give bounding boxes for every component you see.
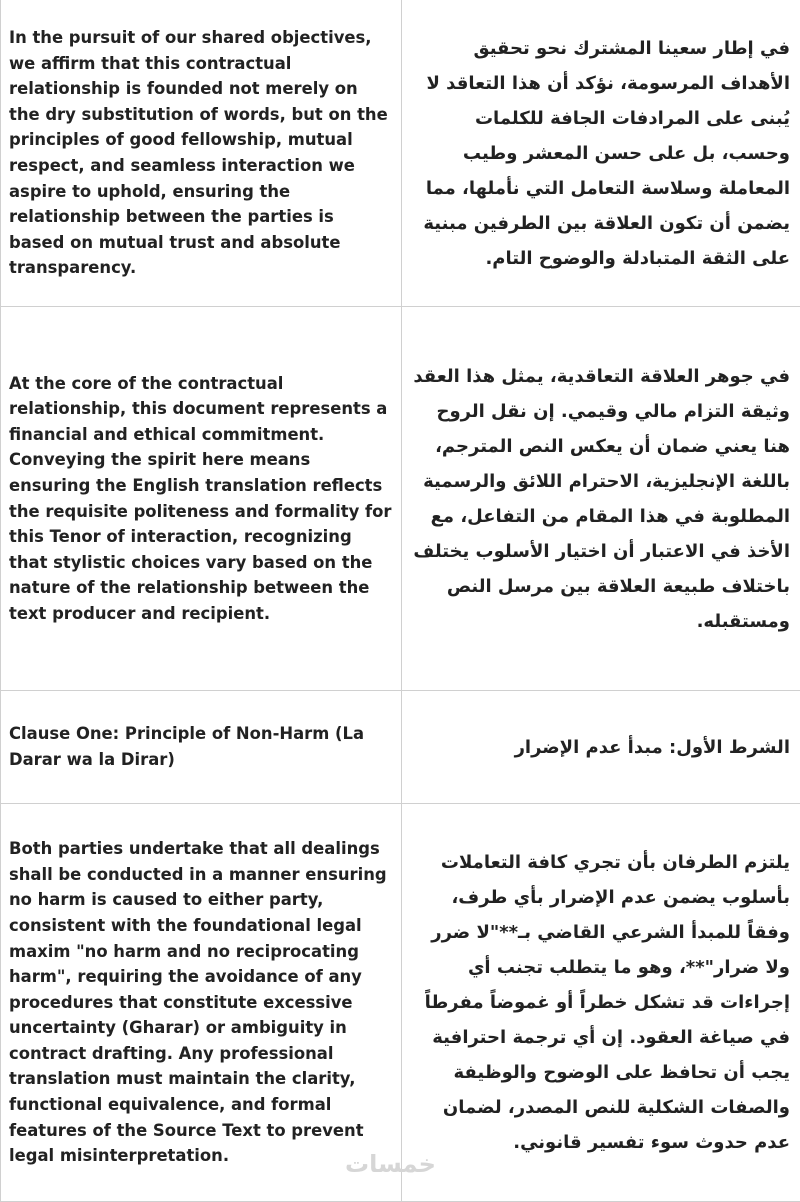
table-row — [1, 307, 800, 691]
arabic-cell: يلتزم الطرفان بأن تجري كافة التعاملات بأسلوب يضمن عدم الإضرار بأي طرف، وفقاً للمبدأ الشرعي القاضي بـ**"لا ضرر ولا ضرار"**، وهو ما يتطلب تجنب أي إجراءات قد تشكل خطراً أو غموضاً مفرطاً في صياغة العقود. إن أي ترجمة احترافية يجب أن تحافظ على الوضوح والوظيفة والصفات الشكلية للنص المصدر، لضمان عدم حدوث سوء تفسير قانوني. — [402, 804, 800, 1202]
arabic-cell: في إطار سعينا المشترك نحو تحقيق الأهداف المرسومة، نؤكد أن هذا التعاقد لا يُبنى على المرادفات الجافة للكلمات وحسب، بل على حسن المعشر وطيب المعاملة وسلاسة التعامل التي نأملها، مما يضمن أن تكون العلاقة بين الطرفين مبنية على الثقة المتبادلة والوضوح التام. — [402, 0, 800, 307]
english-cell: Both parties undertake that all dealings shall be conducted in a manner ensuring no harm is caused to either party, consistent with the foundational legal maxim "no harm and no reciprocating harm", requiring the avoidance of any procedures that constitute excessive uncertainty (Gharar) or ambiguity in contract drafting. Any professional translation must maintain the clarity, functional equivalence, and formal features of the Source Text to prevent legal misinterpretation. — [1, 804, 402, 1202]
english-cell: Clause One: Principle of Non-Harm (La Darar wa la Dirar) — [1, 691, 402, 804]
table-row — [1, 804, 800, 1202]
arabic-cell: في جوهر العلاقة التعاقدية، يمثل هذا العقد وثيقة التزام مالي وقيمي. إن نقل الروح هنا يعني ضمان أن يعكس النص المترجم، باللغة الإنجليزية، الاحترام اللائق والرسمية المطلوبة في هذا المقام من التفاعل، مع الأخذ في الاعتبار أن اختيار الأسلوب يختلف باختلاف طبيعة العلاقة بين مرسل النص ومستقبله. — [402, 307, 800, 691]
watermark-logo: خمسات — [345, 1150, 436, 1178]
english-cell: In the pursuit of our shared objectives, we affirm that this contractual relationship is founded not merely on the dry substitution of words, but on the principles of good fellowship, mutual respect, and seamless interaction we aspire to uphold, ensuring the relationship between the parties is based on mutual trust and absolute transparency. — [1, 0, 402, 307]
table-row — [1, 0, 800, 307]
table-row — [1, 691, 800, 804]
arabic-cell: الشرط الأول: مبدأ عدم الإضرار — [402, 691, 800, 804]
english-cell: At the core of the contractual relationship, this document represents a financial and ethical commitment. Conveying the spirit here means ensuring the English translation reflects the requisite politeness and formality for this Tenor of interaction, recognizing that stylistic choices vary based on the nature of the relationship between the text producer and recipient. — [1, 307, 402, 691]
